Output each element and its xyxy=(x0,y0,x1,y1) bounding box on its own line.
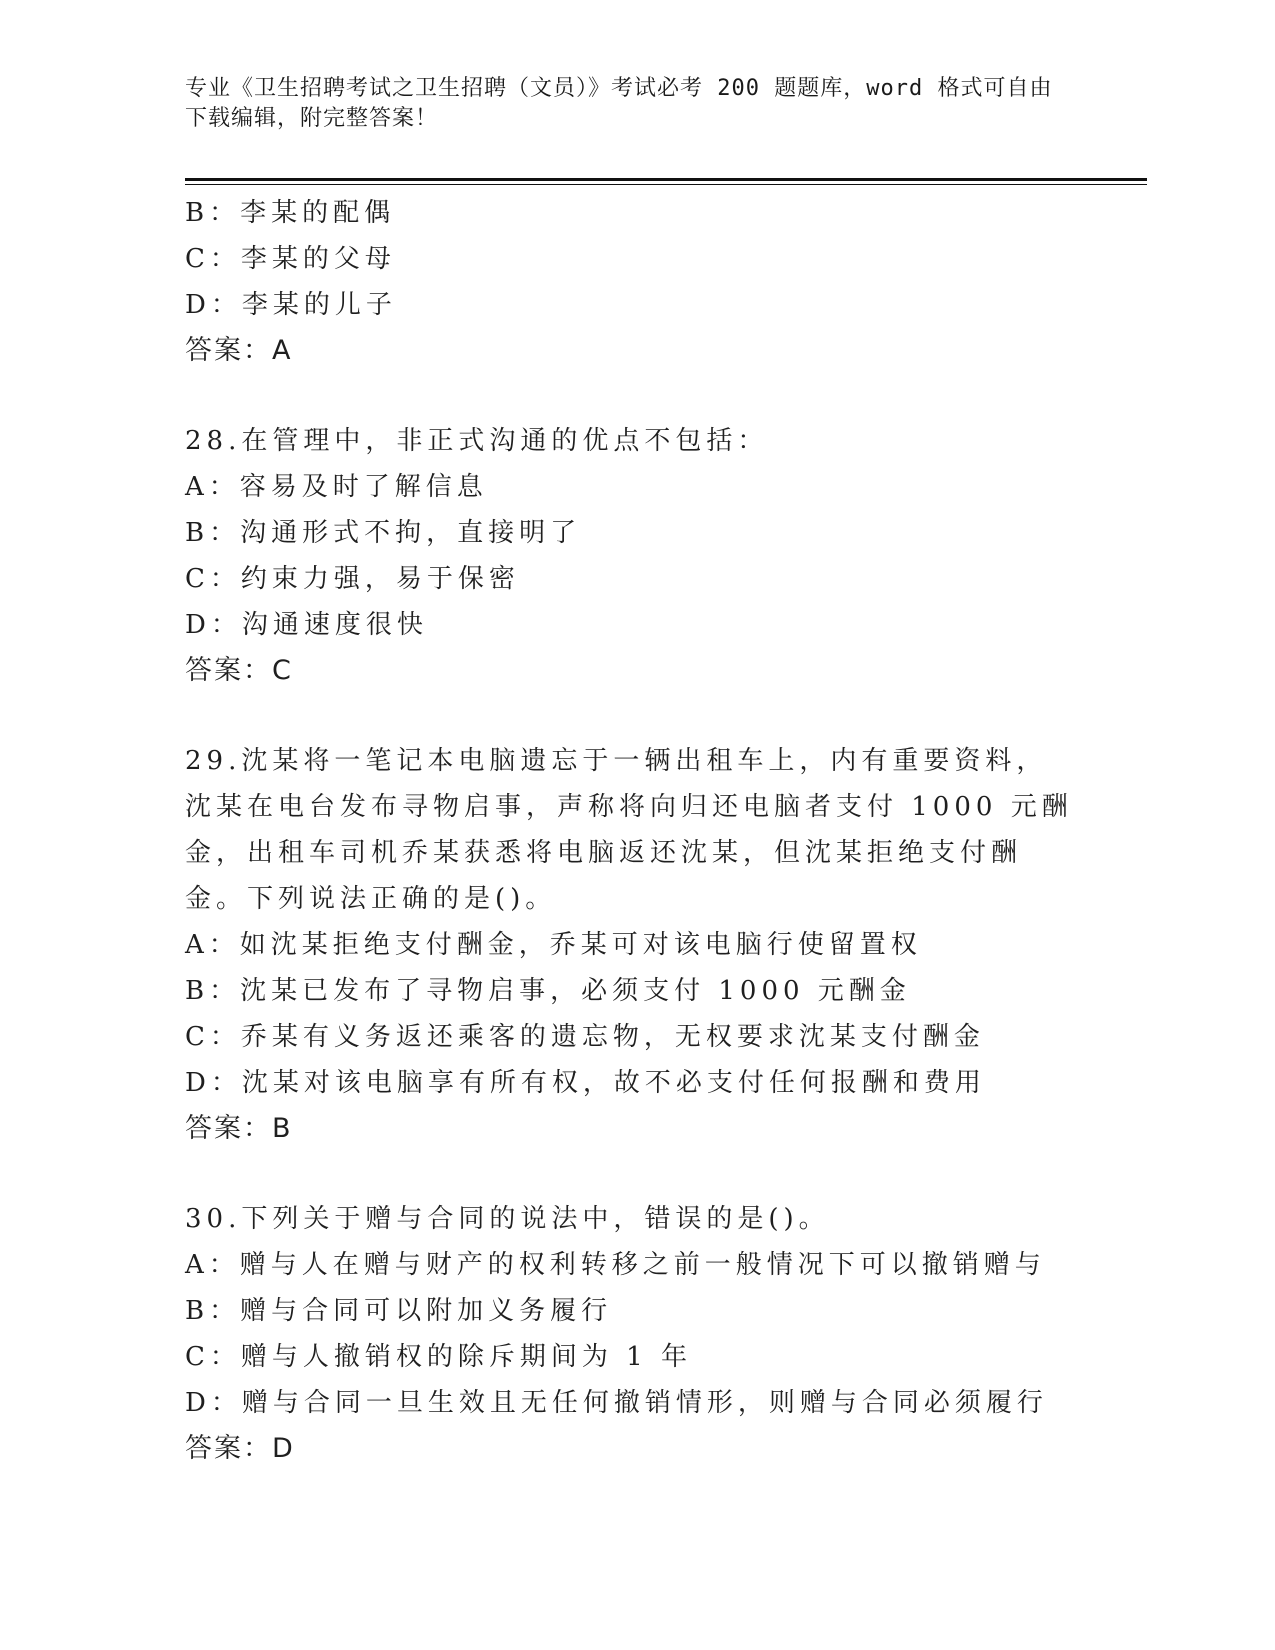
question-content xyxy=(185,190,1075,1472)
question-30 xyxy=(185,1196,1075,1472)
question-stem: 29.沈某将一笔记本电脑遗忘于一辆出租车上，内有重要资料，沈某在电台发布寻物启事，声称将向归还电脑者支付 1000 元酬金，出租车司机乔某获悉将电脑返还沈某，但沈某拒绝支付酬金。下列说法正确的是()。 xyxy=(185,746,1073,914)
option-b: B：沈某已发布了寻物启事，必须支付 1000 元酬金 xyxy=(185,976,911,1006)
question-stem: 28.在管理中，非正式沟通的优点不包括： xyxy=(185,426,769,456)
answer-line: 答案：B xyxy=(185,1113,293,1144)
option-a: A：容易及时了解信息 xyxy=(185,472,488,502)
answer-line: 答案：A xyxy=(185,335,293,366)
answer-line: 答案：C xyxy=(185,655,293,686)
option-c: C：乔某有义务返还乘客的遗忘物，无权要求沈某支付酬金 xyxy=(185,1022,985,1052)
option-d: D：沈某对该电脑享有所有权，故不必支付任何报酬和费用 xyxy=(185,1068,986,1098)
option-d: D：沟通速度很快 xyxy=(185,610,428,640)
question-stem: 30.下列关于赠与合同的说法中，错误的是()。 xyxy=(185,1204,830,1234)
option-d: D：李某的儿子 xyxy=(185,290,397,320)
option-c: C：约束力强，易于保密 xyxy=(185,564,520,594)
header-rule-thin xyxy=(185,184,1147,185)
option-a: A：赠与人在赠与财产的权利转移之前一般情况下可以撤销赠与 xyxy=(185,1250,1046,1280)
option-b: B：李某的配偶 xyxy=(185,198,396,228)
prev-question-block xyxy=(185,190,1075,374)
option-b: B：沟通形式不拘，直接明了 xyxy=(185,518,582,548)
answer-line: 答案：D xyxy=(185,1433,295,1464)
option-d: D：赠与合同一旦生效且无任何撤销情形，则赠与合同必须履行 xyxy=(185,1388,1048,1418)
option-b: B：赠与合同可以附加义务履行 xyxy=(185,1296,613,1326)
option-a: A：如沈某拒绝支付酬金，乔某可对该电脑行使留置权 xyxy=(185,930,922,960)
option-c: C：赠与人撤销权的除斥期间为 1 年 xyxy=(185,1342,692,1372)
question-29 xyxy=(185,738,1075,1152)
question-28 xyxy=(185,418,1075,694)
document-header: 专业《卫生招聘考试之卫生招聘（文员）》考试必考 200 题题库，word 格式可自由下载编辑，附完整答案！ xyxy=(185,76,1053,131)
header-rule-thick xyxy=(185,178,1147,181)
option-c: C：李某的父母 xyxy=(185,244,396,274)
